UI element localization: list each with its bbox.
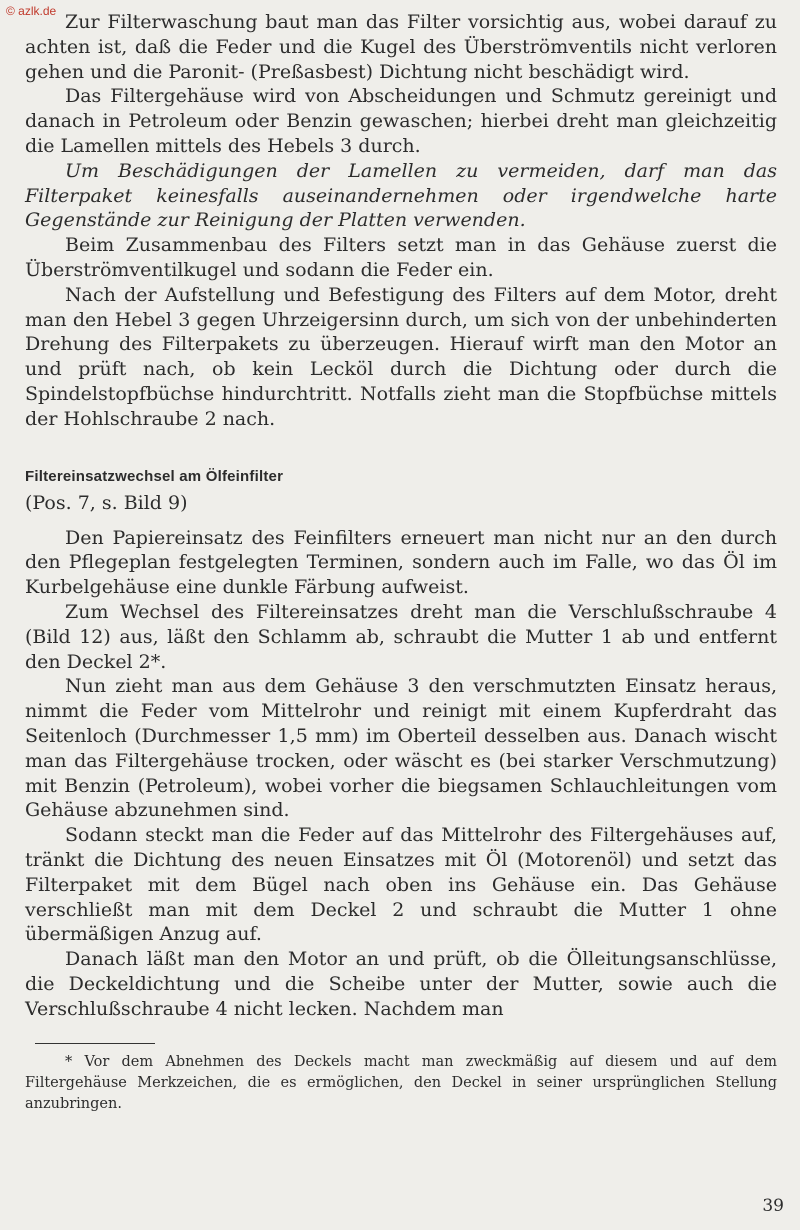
page-number: 39 bbox=[762, 1196, 784, 1216]
watermark: © azlk.de bbox=[6, 4, 57, 18]
paragraph: Zum Wechsel des Filtereinsatzes dreht man die Verschlußschraube 4 (Bild 12) aus, läßt den Schlamm ab, schraubt die Mutter 1 ab und entfernt den Deckel 2*. bbox=[25, 600, 777, 673]
paragraph: Nach der Aufstellung und Befestigung des Filters auf dem Motor, dreht man den Hebel 3 gegen Uhrzeigersinn durch, um sich von der unbehinderten Drehung des Filterpakets zu überzeugen. Hierauf wirft man den Motor an und prüft nach, ob kein Lecköl durch die Dichtung oder durch die Spindelstopfbüchse hindurchtritt. Notfalls zieht man die Stopfbüchse mittels der Hohlschraube 2 nach. bbox=[25, 283, 777, 430]
footnote-divider bbox=[35, 1043, 155, 1044]
section-subheading: (Pos. 7, s. Bild 9) bbox=[25, 491, 188, 514]
page-content bbox=[25, 10, 777, 1115]
paragraph: Zur Filterwaschung baut man das Filter vorsichtig aus, wobei darauf zu achten ist, daß die Feder und die Kugel des Überströmventils nicht verloren gehen und die Paronit- (Preßasbest) Dichtung nicht beschädigt wird. bbox=[25, 11, 777, 83]
paragraph: Das Filtergehäuse wird von Abscheidungen und Schmutz gereinigt und danach in Petroleum oder Benzin gewaschen; hierbei dreht man gleichzeitig die Lamellen mittels des Hebels 3 durch. bbox=[25, 85, 777, 157]
paragraph-italic: Um Beschädigungen der Lamellen zu vermeiden, darf man das Filterpaket keinesfalls auseinandernehmen oder irgendwelche harte Gegenstände zur Reinigung der Platten verwenden. bbox=[25, 159, 777, 232]
paragraph: Nun zieht man aus dem Gehäuse 3 den verschmutzten Einsatz heraus, nimmt die Feder vom Mittelrohr und reinigt mit einem Kupferdraht das Seitenloch (Durchmesser 1,5 mm) im Oberteil desselben aus. Danach wischt man das Filtergehäuse trocken, oder wäscht es (bei starker Verschmutzung) mit Benzin (Petroleum), wobei vorher die biegsamen Schlauchleitungen vom Gehäuse abzunehmen sind. bbox=[25, 675, 777, 822]
paragraph: Sodann steckt man die Feder auf das Mittelrohr des Filtergehäuses auf, tränkt die Dichtung des neuen Einsatzes mit Öl (Motorenöl) und setzt das Filterpaket mit dem Bügel nach oben ins Gehäuse ein. Das Gehäuse verschließt man mit dem Deckel 2 und schraubt die Mutter 1 ohne übermäßigen Anzug auf. bbox=[25, 824, 777, 946]
section-heading: Filtereinsatzwechsel am Ölfeinfilter bbox=[25, 467, 284, 485]
paragraph: Beim Zusammenbau des Filters setzt man in das Gehäuse zuerst die Überströmventilkugel und sodann die Feder ein. bbox=[25, 234, 777, 281]
paragraph: Den Papiereinsatz des Feinfilters erneuert man nicht nur an den durch den Pflegeplan festgelegten Terminen, sondern auch im Falle, wo das Öl im Kurbelgehäuse eine dunkle Färbung aufweist. bbox=[25, 526, 777, 599]
footnote: * Vor dem Abnehmen des Deckels macht man zweckmäßig auf diesem und auf dem Filtergehäuse Merkzeichen, die es ermöglichen, den Deckel in seiner ursprünglichen Stellung anzubringen. bbox=[25, 1054, 777, 1113]
paragraph: Danach läßt man den Motor an und prüft, ob die Ölleitungsanschlüsse, die Deckeldichtung und die Scheibe unter der Mutter, sowie auch die Verschlußschraube 4 nicht lecken. Nachdem man bbox=[25, 948, 777, 1020]
